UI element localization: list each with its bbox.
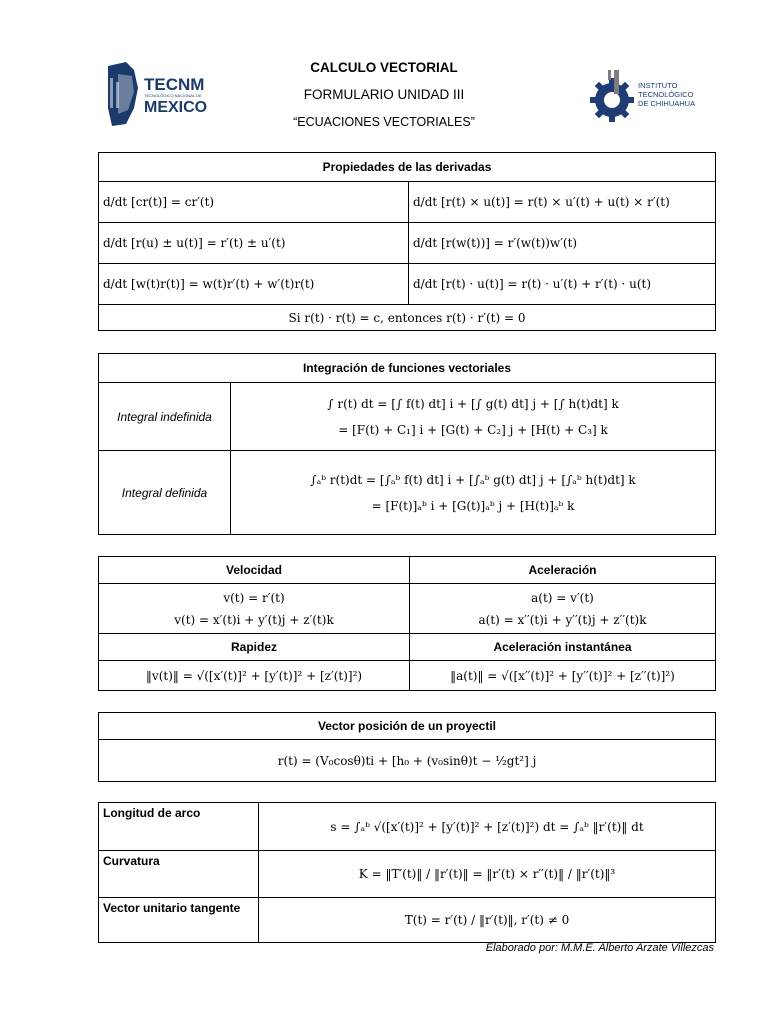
unit-tangent-label: Vector unitario tangente bbox=[99, 898, 259, 943]
projectile-formula: r(t) = (V₀cosθ)ti + [h₀ + (v₀sinθ)t − ½gt²] j bbox=[99, 740, 716, 782]
acceleration-line-1: a(t) = v′(t) bbox=[531, 590, 594, 605]
itch-logo-text-2: TECNOLÓGICO bbox=[638, 90, 694, 99]
mexico-logo-text: MEXICO bbox=[144, 99, 208, 116]
derivative-formula: d/dt [w(t)r(t)] = w(t)r′(t) + w′(t)r(t) bbox=[99, 264, 409, 305]
arc-length-label: Longitud de arco bbox=[99, 803, 259, 851]
tecnm-logo-small-text: TECNOLÓGICO NACIONAL DE bbox=[144, 93, 202, 98]
unit-tangent-formula: T(t) = r′(t) / ‖r′(t)‖, r′(t) ≠ 0 bbox=[259, 898, 716, 943]
definite-integral-label: Integral definida bbox=[99, 451, 231, 535]
velocity-line-2: v(t) = x′(t)i + y′(t)j + z′(t)k bbox=[174, 612, 334, 627]
velocity-line-1: v(t) = r′(t) bbox=[223, 590, 285, 605]
acceleration-formulas bbox=[410, 584, 716, 634]
derivative-formula: d/dt [cr(t)] = cr′(t) bbox=[99, 182, 409, 223]
integration-table bbox=[98, 353, 716, 535]
definite-integral-formula bbox=[231, 451, 716, 535]
doc-topic: “ECUACIONES VECTORIALES” bbox=[293, 115, 475, 129]
integration-heading: Integración de funciones vectoriales bbox=[99, 354, 716, 383]
velocity-heading: Velocidad bbox=[99, 557, 410, 584]
itch-logo-text-1: INSTITUTO bbox=[638, 81, 678, 90]
projectile-table bbox=[98, 712, 716, 782]
speed-heading: Rapidez bbox=[99, 634, 410, 661]
derivative-formula: d/dt [r(w(t))] = r′(w(t))w′(t) bbox=[409, 223, 716, 264]
author-footer: Elaborado por: M.M.E. Alberto Arzate Villezcas bbox=[485, 942, 714, 954]
inst-acceleration-heading: Aceleración instantánea bbox=[410, 634, 716, 661]
arc-length-formula: s = ∫ₐᵇ √([x′(t)]² + [y′(t)]² + [z′(t)]²) dt = ∫ₐᵇ ‖r′(t)‖ dt bbox=[259, 803, 716, 851]
itch-logo bbox=[588, 66, 706, 128]
derivative-formula: d/dt [r(t) × u(t)] = r(t) × u′(t) + u(t) × r′(t) bbox=[409, 182, 716, 223]
derivatives-table bbox=[98, 152, 716, 331]
indefinite-line-1: ∫ r(t) dt = [∫ f(t) dt] i + [∫ g(t) dt] j + [∫ h(t)dt] k bbox=[327, 396, 619, 411]
acceleration-line-2: a(t) = x′′(t)i + y′′(t)j + z′′(t)k bbox=[478, 612, 647, 627]
acceleration-heading: Aceleración bbox=[410, 557, 716, 584]
curvature-label: Curvatura bbox=[99, 851, 259, 898]
itch-logo-text-3: DE CHIHUAHUA bbox=[638, 99, 696, 108]
dot-product-property: Si r(t) · r(t) = c, entonces r(t) · r′(t) = 0 bbox=[99, 305, 716, 331]
definite-line-1: ∫ₐᵇ r(t)dt = [∫ₐᵇ f(t) dt] i + [∫ₐᵇ g(t) dt] j + [∫ₐᵇ h(t)dt] k bbox=[310, 472, 636, 487]
doc-subtitle: FORMULARIO UNIDAD III bbox=[303, 87, 465, 102]
inst-acceleration-formula: ‖a(t)‖ = √([x′′(t)]² + [y′′(t)]² + [z′′(t)]²) bbox=[410, 661, 716, 691]
kinematics-table bbox=[98, 556, 716, 691]
arc-curvature-table bbox=[98, 802, 716, 943]
speed-formula: ‖v(t)‖ = √([x′(t)]² + [y′(t)]² + [z′(t)]²) bbox=[99, 661, 410, 691]
velocity-formulas bbox=[99, 584, 410, 634]
indefinite-integral-formula bbox=[231, 383, 716, 451]
derivatives-heading: Propiedades de las derivadas bbox=[99, 153, 716, 182]
derivative-formula: d/dt [r(t) · u(t)] = r(t) · u′(t) + r′(t) · u(t) bbox=[409, 264, 716, 305]
tecnm-logo-text: TECNM bbox=[144, 75, 205, 94]
indefinite-integral-label: Integral indefinida bbox=[99, 383, 231, 451]
derivative-formula: d/dt [r(u) ± u(t)] = r′(t) ± u′(t) bbox=[99, 223, 409, 264]
projectile-heading: Vector posición de un proyectil bbox=[99, 713, 716, 740]
indefinite-line-2: = [F(t) + C₁] i + [G(t) + C₂] j + [H(t) + C₃] k bbox=[338, 422, 608, 437]
curvature-formula: K = ‖T′(t)‖ / ‖r′(t)‖ = ‖r′(t) × r′′(t)‖ / ‖r′(t)‖³ bbox=[259, 851, 716, 898]
definite-line-2: = [F(t)]ₐᵇ i + [G(t)]ₐᵇ j + [H(t)]ₐᵇ k bbox=[371, 498, 575, 513]
doc-title: CALCULO VECTORIAL bbox=[310, 60, 458, 75]
